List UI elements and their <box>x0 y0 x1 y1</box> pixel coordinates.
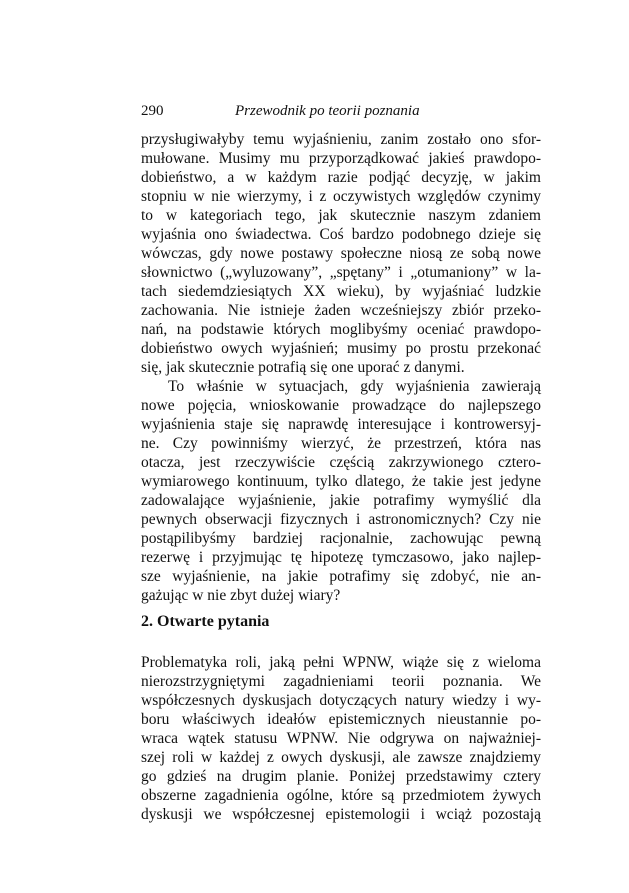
text-line: to w kategoriach tego, jak skutecznie naszym zdaniem <box>141 207 541 224</box>
text-line: go gdzieś na drugim planie. Poniżej przedstawimy cztery <box>141 768 541 785</box>
text-line: wymiarowego kontinuum, tylko dlatego, że takie jest jedyne <box>141 473 541 490</box>
text-line: gażując w nie zbyt dużej wiary? <box>141 587 341 604</box>
text-line: postąpilibyśmy bardziej racjonalnie, zachowując pewną <box>141 530 541 547</box>
text-line: się, jak skutecznie potrafią się one uporać z danymi. <box>141 359 465 376</box>
text-line: To właśnie w sytuacjach, gdy wyjaśnienia zawierają <box>168 378 541 395</box>
text-line: szej roli w każdej z owych dyskusji, ale zawsze znajdziemy <box>141 749 541 766</box>
paragraph-1 <box>141 130 541 377</box>
body-text-lower <box>141 653 541 824</box>
text-line: dobieństwo, a w każdym razie podjąć decyzję, w jakim <box>141 169 541 186</box>
text-line: ne. Czy powinniśmy wierzyć, że przestrzeń, która nas <box>141 435 541 452</box>
text-line: nowe pojęcia, wnioskowanie prowadzące do najlepszego <box>141 397 541 414</box>
text-line: nierozstrzygniętymi zagadnieniami teorii poznania. We <box>141 673 541 690</box>
text-line: sze wyjaśnienie, na jakie potrafimy się zdobyć, nie an- <box>141 568 541 585</box>
text-line: dobieństwo owych wyjaśnień; musimy po prostu przekonać <box>141 340 541 357</box>
text-line: rezerwę i przyjmując tę hipotezę tymczasowo, jako najlep- <box>141 549 541 566</box>
text-line: współczesnych dyskusjach dotyczących natury wiedzy i wy- <box>141 692 541 709</box>
page-header <box>141 103 541 123</box>
text-line: wówczas, gdy nowe postawy społeczne niosą ze sobą nowe <box>141 245 541 262</box>
text-line: słownictwo („wyluzowany”, „spętany” i „otumaniony” w la- <box>141 264 541 281</box>
section-heading: 2. Otwarte pytania <box>141 613 270 630</box>
text-line: zachowania. Nie istnieje żaden wcześniejszy zbiór przeko- <box>141 302 541 319</box>
paragraph-2 <box>141 377 541 605</box>
text-line: dyskusji we współczesnej epistemologii i wciąż pozostają <box>141 806 541 823</box>
body-text-upper <box>141 130 541 605</box>
paragraph-3 <box>141 653 541 824</box>
text-line: pewnych obserwacji fizycznych i astronomicznych? Czy nie <box>141 511 541 528</box>
text-line: boru właściwych ideałów epistemicznych nieustannie po- <box>141 711 541 728</box>
running-title: Przewodnik po teorii poznania <box>235 103 420 119</box>
text-line: wyjaśnienia staje się naprawdę interesujące i kontrowersyj- <box>141 416 541 433</box>
text-line: przysługiwałyby temu wyjaśnieniu, zanim zostało ono sfor- <box>141 131 541 148</box>
text-line: otacza, jest rzeczywiście częścią zakrzywionego cztero- <box>141 454 541 471</box>
text-line: wyjaśnia ono świadectwa. Coś bardzo podobnego dzieje się <box>141 226 541 243</box>
text-line: nań, na podstawie których moglibyśmy oceniać prawdopo- <box>141 321 541 338</box>
text-line: tach siedemdziesiątych XX wieku), by wyjaśniać ludzkie <box>141 283 541 300</box>
text-line: mułowane. Musimy mu przyporządkować jakieś prawdopo- <box>141 150 541 167</box>
text-line: stopniu w nie wierzymy, i z oczywistych względów czynimy <box>141 188 541 205</box>
text-line: zadowalające wyjaśnienie, jakie potrafimy wymyślić dla <box>141 492 541 509</box>
text-line: Problematyka roli, jaką pełni WPNW, wiąże się z wieloma <box>141 654 541 671</box>
text-line: obszerne zagadnienia ogólne, które są przedmiotem żywych <box>141 787 541 804</box>
text-line: wraca wątek statusu WPNW. Nie odgrywa on najważniej- <box>141 730 541 747</box>
page-number: 290 <box>141 103 164 119</box>
